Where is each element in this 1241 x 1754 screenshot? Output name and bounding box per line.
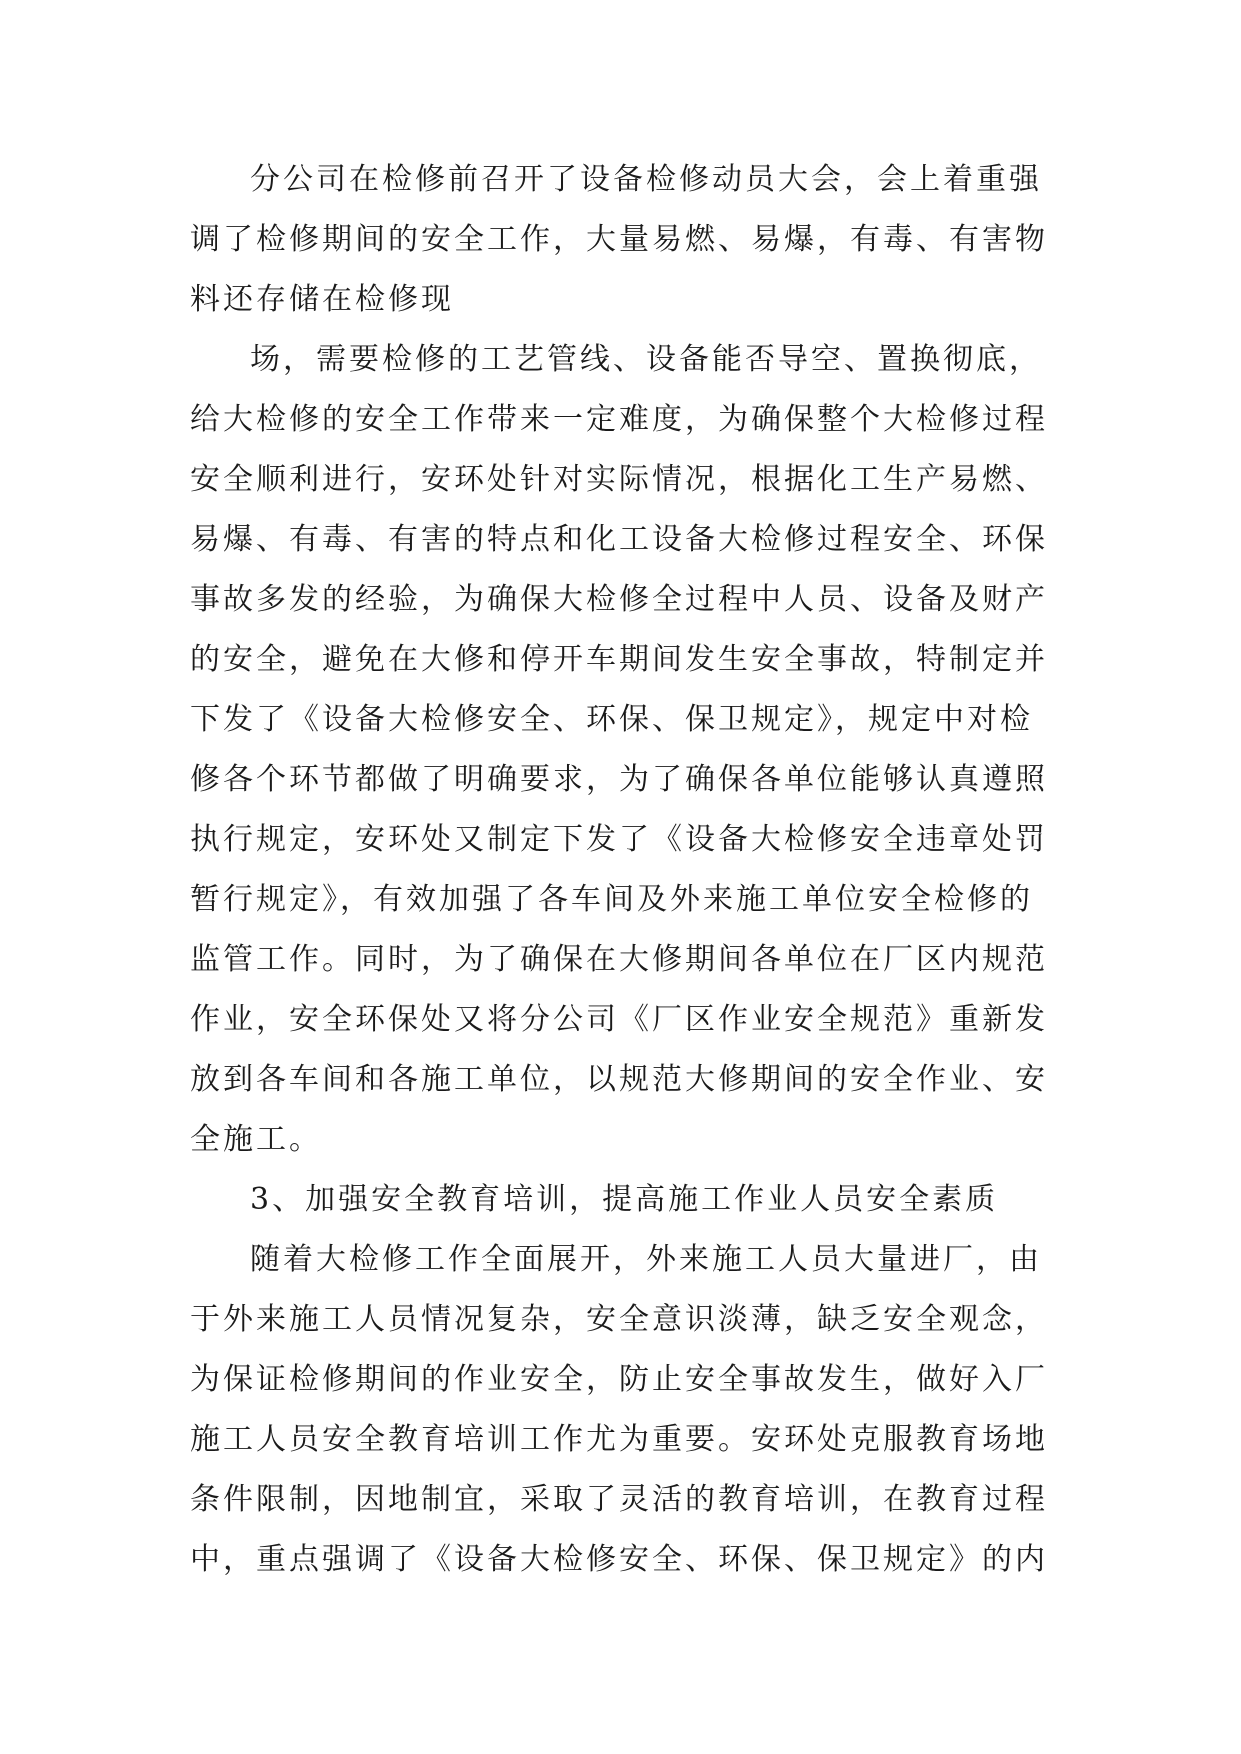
text-line xyxy=(190,1050,1070,1110)
line-text: 施工人员安全教育培训工作尤为重要。安环处克服教育场地 xyxy=(190,1422,1048,1457)
text-line xyxy=(190,330,1070,390)
line-text: 作业，安全环保处又将分公司《厂区作业安全规范》重新发 xyxy=(190,1002,1048,1037)
line-text: 修各个环节都做了明确要求，为了确保各单位能够认真遵照 xyxy=(190,762,1048,797)
line-text: 全施工。 xyxy=(190,1122,322,1157)
line-text: 于外来施工人员情况复杂，安全意识淡薄，缺乏安全观念， xyxy=(190,1302,1048,1337)
line-text: 分公司在检修前召开了设备检修动员大会，会上着重强 xyxy=(250,162,1042,197)
text-line xyxy=(190,1530,1070,1590)
line-text: 下发了《设备大检修安全、环保、保卫规定》，规定中对检 xyxy=(190,702,1033,737)
line-text: 暂行规定》，有效加强了各车间及外来施工单位安全检修的 xyxy=(190,882,1033,917)
text-line xyxy=(190,1470,1070,1530)
text-line xyxy=(190,390,1070,450)
line-text: 料还存储在检修现 xyxy=(190,282,454,317)
text-line xyxy=(190,870,1070,930)
text-line xyxy=(190,630,1070,690)
line-text: 事故多发的经验，为确保大检修全过程中人员、设备及财产 xyxy=(190,582,1048,617)
line-text: 随着大检修工作全面展开，外来施工人员大量进厂，由 xyxy=(250,1242,1042,1277)
text-line xyxy=(190,1290,1070,1350)
text-line xyxy=(190,450,1070,510)
line-text: 为保证检修期间的作业安全，防止安全事故发生，做好入厂 xyxy=(190,1362,1048,1397)
line-text: 监管工作。同时，为了确保在大修期间各单位在厂区内规范 xyxy=(190,942,1048,977)
line-text: 的安全，避免在大修和停开车期间发生安全事故，特制定并 xyxy=(190,642,1048,677)
line-text: 易爆、有毒、有害的特点和化工设备大检修过程安全、环保 xyxy=(190,522,1048,557)
text-line xyxy=(190,570,1070,630)
line-text: 场，需要检修的工艺管线、设备能否导空、置换彻底， xyxy=(250,342,1042,377)
text-line xyxy=(190,810,1070,870)
line-text: 中，重点强调了《设备大检修安全、环保、保卫规定》的内 xyxy=(190,1542,1048,1577)
section-heading xyxy=(190,1170,1070,1230)
text-line xyxy=(190,990,1070,1050)
text-line xyxy=(190,690,1070,750)
line-text: 安全顺利进行，安环处针对实际情况，根据化工生产易燃、 xyxy=(190,462,1048,497)
line-text: 条件限制，因地制宜，采取了灵活的教育培训，在教育过程 xyxy=(190,1482,1048,1517)
line-text: 给大检修的安全工作带来一定难度，为确保整个大检修过程 xyxy=(190,402,1048,437)
heading-text: 3、加强安全教育培训，提高施工作业人员安全素质 xyxy=(250,1182,999,1217)
text-line xyxy=(190,1350,1070,1410)
text-line xyxy=(190,150,1070,210)
text-line xyxy=(190,270,1070,330)
line-text: 放到各车间和各施工单位，以规范大修期间的安全作业、安 xyxy=(190,1062,1048,1097)
document-page xyxy=(190,150,1070,1590)
text-line xyxy=(190,1110,1070,1170)
text-line xyxy=(190,1230,1070,1290)
text-line xyxy=(190,510,1070,570)
line-text: 调了检修期间的安全工作，大量易燃、易爆，有毒、有害物 xyxy=(190,222,1048,257)
text-line xyxy=(190,210,1070,270)
text-line xyxy=(190,750,1070,810)
line-text: 执行规定，安环处又制定下发了《设备大检修安全违章处罚 xyxy=(190,822,1048,857)
text-line xyxy=(190,930,1070,990)
text-line xyxy=(190,1410,1070,1470)
